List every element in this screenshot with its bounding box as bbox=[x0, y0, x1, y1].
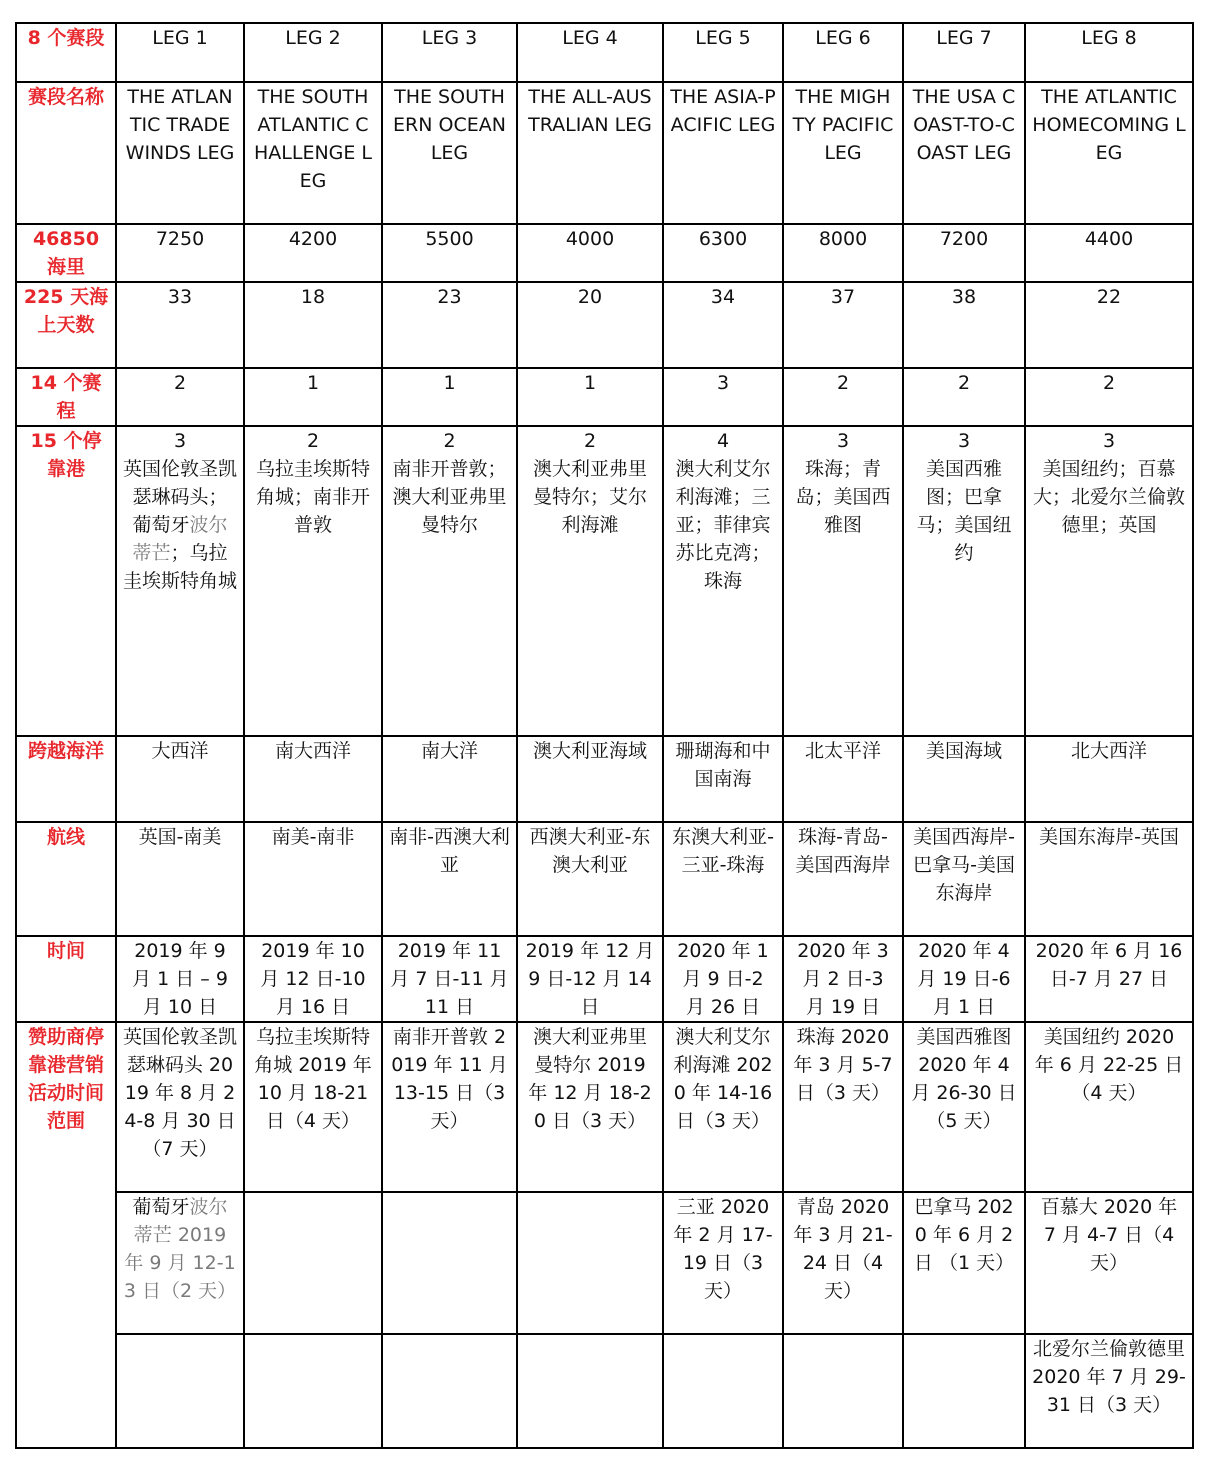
leg-4-days: 20 bbox=[517, 282, 663, 368]
leg-8-name: THE ATLANTIC HOMECOMING LEG bbox=[1025, 82, 1193, 224]
leg-1-sponsor-1: 英国伦敦圣凯瑟琳码头 2019 年 8 月 24-8 月 30 日 （7 天） bbox=[116, 1022, 244, 1192]
ports-list-grey: 波尔蒂芒 bbox=[132, 514, 228, 564]
leg-5-label: LEG 5 bbox=[663, 23, 783, 82]
header-ocean: 跨越海洋 bbox=[16, 736, 116, 822]
header-ports: 15 个停靠港 bbox=[16, 426, 116, 736]
leg-2-miles: 4200 bbox=[244, 224, 382, 282]
row-ocean bbox=[16, 736, 1193, 822]
row-ports bbox=[16, 426, 1193, 736]
leg-3-ocean: 南大洋 bbox=[382, 736, 517, 822]
row-races bbox=[16, 368, 1193, 426]
header-route: 航线 bbox=[16, 822, 116, 936]
leg-7-sponsor-3 bbox=[903, 1334, 1025, 1448]
leg-4-time: 2019 年 12 月 9 日-12 月 14 日 bbox=[517, 936, 663, 1022]
leg-2-ports bbox=[244, 426, 382, 736]
row-sponsor-1 bbox=[16, 1022, 1193, 1192]
leg-7-races: 2 bbox=[903, 368, 1025, 426]
leg-2-label: LEG 2 bbox=[244, 23, 382, 82]
leg-4-races: 1 bbox=[517, 368, 663, 426]
ports-list-b: 葡萄牙 bbox=[132, 514, 190, 536]
leg-5-name: THE ASIA-PACIFIC LEG bbox=[663, 82, 783, 224]
leg-8-sponsor-1: 美国纽约 2020 年 6 月 22-25 日（4 天） bbox=[1025, 1022, 1193, 1192]
leg-5-miles: 6300 bbox=[663, 224, 783, 282]
ports-count: 2 bbox=[583, 430, 597, 452]
leg-6-sponsor-2: 青岛 2020 年 3 月 21-24 日（4 天） bbox=[783, 1192, 903, 1334]
ports-list: 美国西雅图；巴拿马；美国纽约 bbox=[916, 458, 1012, 564]
leg-2-route: 南美-南非 bbox=[244, 822, 382, 936]
ports-count: 3 bbox=[836, 430, 850, 452]
leg-5-sponsor-1: 澳大利艾尔利海滩 2020 年 14-16 日（3 天） bbox=[663, 1022, 783, 1192]
row-route bbox=[16, 822, 1193, 936]
sponsor-port-grey: 波尔蒂芒 bbox=[133, 1196, 228, 1246]
leg-4-sponsor-1: 澳大利亚弗里曼特尔 2019 年 12 月 18-20 日（3 天） bbox=[517, 1022, 663, 1192]
ports-count: 2 bbox=[306, 430, 320, 452]
ports-list-sep: ； bbox=[170, 542, 190, 564]
header-sponsor: 赞助商停靠港营销活动时间范围 bbox=[16, 1022, 116, 1448]
row-sponsor-2 bbox=[16, 1192, 1193, 1334]
ports-count: 3 bbox=[1102, 430, 1116, 452]
leg-8-label: LEG 8 bbox=[1025, 23, 1193, 82]
ports-list: 澳大利艾尔利海滩；三亚；菲律宾苏比克湾；珠海 bbox=[675, 458, 771, 592]
ports-count: 4 bbox=[716, 430, 730, 452]
leg-4-name: THE ALL-AUSTRALIAN LEG bbox=[517, 82, 663, 224]
leg-1-days: 33 bbox=[116, 282, 244, 368]
leg-6-sponsor-1: 珠海 2020 年 3 月 5-7 日（3 天） bbox=[783, 1022, 903, 1192]
leg-5-time: 2020 年 1 月 9 日-2 月 26 日 bbox=[663, 936, 783, 1022]
leg-1-sponsor-3 bbox=[116, 1334, 244, 1448]
leg-3-days: 23 bbox=[382, 282, 517, 368]
leg-1-label: LEG 1 bbox=[116, 23, 244, 82]
leg-1-name: THE ATLANTIC TRADE WINDS LEG bbox=[116, 82, 244, 224]
leg-5-sponsor-3 bbox=[663, 1334, 783, 1448]
leg-3-races: 1 bbox=[382, 368, 517, 426]
leg-3-label: LEG 3 bbox=[382, 23, 517, 82]
leg-8-time: 2020 年 6 月 16 日-7 月 27 日 bbox=[1025, 936, 1193, 1022]
ports-list: 英国伦敦圣凯瑟琳码头； bbox=[123, 458, 238, 508]
leg-8-ocean: 北大西洋 bbox=[1025, 736, 1193, 822]
leg-6-ocean: 北太平洋 bbox=[783, 736, 903, 822]
leg-2-sponsor-1: 乌拉圭埃斯特角城 2019 年 10 月 18-21 日（4 天） bbox=[244, 1022, 382, 1192]
leg-3-route: 南非-西澳大利亚 bbox=[382, 822, 517, 936]
leg-1-miles: 7250 bbox=[116, 224, 244, 282]
leg-6-sponsor-3 bbox=[783, 1334, 903, 1448]
leg-4-miles: 4000 bbox=[517, 224, 663, 282]
leg-6-days: 37 bbox=[783, 282, 903, 368]
row-days bbox=[16, 282, 1193, 368]
leg-8-route: 美国东海岸-英国 bbox=[1025, 822, 1193, 936]
leg-3-ports bbox=[382, 426, 517, 736]
ports-list: 珠海；青岛；美国西雅图 bbox=[795, 458, 891, 536]
ports-list: 南非开普敦；澳大利亚弗里曼特尔 bbox=[392, 458, 507, 536]
leg-8-days: 22 bbox=[1025, 282, 1193, 368]
leg-2-races: 1 bbox=[244, 368, 382, 426]
leg-4-ocean: 澳大利亚海域 bbox=[517, 736, 663, 822]
leg-6-route: 珠海-青岛-美国西海岸 bbox=[783, 822, 903, 936]
row-leg-name bbox=[16, 82, 1193, 224]
header-leg-count: 8 个赛段 bbox=[16, 23, 116, 82]
leg-2-ocean: 南大西洋 bbox=[244, 736, 382, 822]
leg-5-races: 3 bbox=[663, 368, 783, 426]
row-miles bbox=[16, 224, 1193, 282]
leg-4-ports bbox=[517, 426, 663, 736]
leg-8-ports bbox=[1025, 426, 1193, 736]
row-leg bbox=[16, 23, 1193, 82]
leg-3-sponsor-2 bbox=[382, 1192, 517, 1334]
ports-list: 乌拉圭埃斯特角城；南非开普敦 bbox=[255, 458, 370, 536]
leg-1-sponsor-2 bbox=[116, 1192, 244, 1334]
leg-1-races: 2 bbox=[116, 368, 244, 426]
ports-list: 澳大利亚弗里曼特尔；艾尔利海滩 bbox=[532, 458, 647, 536]
race-schedule-table bbox=[15, 22, 1194, 1449]
leg-8-sponsor-2: 百慕大 2020 年 7 月 4-7 日（4 天） bbox=[1025, 1192, 1193, 1334]
leg-7-days: 38 bbox=[903, 282, 1025, 368]
leg-7-name: THE USA COAST-TO-COAST LEG bbox=[903, 82, 1025, 224]
header-days: 225 天海上天数 bbox=[16, 282, 116, 368]
leg-1-route: 英国-南美 bbox=[116, 822, 244, 936]
leg-6-time: 2020 年 3 月 2 日-3 月 19 日 bbox=[783, 936, 903, 1022]
leg-2-days: 18 bbox=[244, 282, 382, 368]
leg-3-sponsor-3 bbox=[382, 1334, 517, 1448]
leg-1-ports bbox=[116, 426, 244, 736]
leg-4-sponsor-3 bbox=[517, 1334, 663, 1448]
leg-8-miles: 4400 bbox=[1025, 224, 1193, 282]
header-miles: 46850 海里 bbox=[16, 224, 116, 282]
leg-7-ports bbox=[903, 426, 1025, 736]
ports-count: 3 bbox=[173, 430, 187, 452]
leg-4-label: LEG 4 bbox=[517, 23, 663, 82]
leg-2-sponsor-2 bbox=[244, 1192, 382, 1334]
ports-list: 美国纽约；百慕大；北爱尔兰倫敦德里；英国 bbox=[1032, 458, 1185, 536]
sponsor-dates-grey: 2019 年 9 月 12-13 日（2 天） bbox=[123, 1224, 237, 1302]
leg-2-name: THE SOUTH ATLANTIC CHALLENGE LEG bbox=[244, 82, 382, 224]
leg-7-sponsor-2: 巴拿马 2020 年 6 月 2 日 （1 天） bbox=[903, 1192, 1025, 1334]
leg-4-route: 西澳大利亚-东澳大利亚 bbox=[517, 822, 663, 936]
leg-5-sponsor-2: 三亚 2020 年 2 月 17-19 日（3 天） bbox=[663, 1192, 783, 1334]
header-races: 14 个赛程 bbox=[16, 368, 116, 426]
leg-7-route: 美国西海岸-巴拿马-美国东海岸 bbox=[903, 822, 1025, 936]
leg-6-ports bbox=[783, 426, 903, 736]
leg-4-sponsor-2 bbox=[517, 1192, 663, 1334]
leg-6-races: 2 bbox=[783, 368, 903, 426]
leg-5-ocean: 珊瑚海和中国南海 bbox=[663, 736, 783, 822]
leg-7-sponsor-1: 美国西雅图 2020 年 4 月 26-30 日（5 天） bbox=[903, 1022, 1025, 1192]
leg-7-ocean: 美国海域 bbox=[903, 736, 1025, 822]
row-sponsor-3 bbox=[16, 1334, 1193, 1448]
header-leg-name: 赛段名称 bbox=[16, 82, 116, 224]
header-time: 时间 bbox=[16, 936, 116, 1022]
leg-3-miles: 5500 bbox=[382, 224, 517, 282]
leg-3-sponsor-1: 南非开普敦 2019 年 11 月 13-15 日（3 天） bbox=[382, 1022, 517, 1192]
ports-count: 3 bbox=[957, 430, 971, 452]
leg-1-ocean: 大西洋 bbox=[116, 736, 244, 822]
row-time bbox=[16, 936, 1193, 1022]
sponsor-port: 葡萄牙 bbox=[132, 1196, 190, 1218]
leg-7-miles: 7200 bbox=[903, 224, 1025, 282]
leg-7-label: LEG 7 bbox=[903, 23, 1025, 82]
leg-6-miles: 8000 bbox=[783, 224, 903, 282]
leg-6-label: LEG 6 bbox=[783, 23, 903, 82]
leg-8-races: 2 bbox=[1025, 368, 1193, 426]
leg-5-route: 东澳大利亚-三亚-珠海 bbox=[663, 822, 783, 936]
leg-8-sponsor-3: 北爱尔兰倫敦德里 2020 年 7 月 29-31 日（3 天） bbox=[1025, 1334, 1193, 1448]
leg-1-time: 2019 年 9 月 1 日 – 9 月 10 日 bbox=[116, 936, 244, 1022]
leg-3-name: THE SOUTHERN OCEAN LEG bbox=[382, 82, 517, 224]
leg-5-days: 34 bbox=[663, 282, 783, 368]
leg-2-time: 2019 年 10 月 12 日-10 月 16 日 bbox=[244, 936, 382, 1022]
leg-5-ports bbox=[663, 426, 783, 736]
leg-2-sponsor-3 bbox=[244, 1334, 382, 1448]
leg-6-name: THE MIGHTY PACIFIC LEG bbox=[783, 82, 903, 224]
leg-3-time: 2019 年 11 月 7 日-11 月 11 日 bbox=[382, 936, 517, 1022]
leg-7-time: 2020 年 4 月 19 日-6 月 1 日 bbox=[903, 936, 1025, 1022]
ports-count: 2 bbox=[443, 430, 456, 452]
ports-list-c: 乌拉圭埃斯特角城 bbox=[123, 542, 238, 592]
